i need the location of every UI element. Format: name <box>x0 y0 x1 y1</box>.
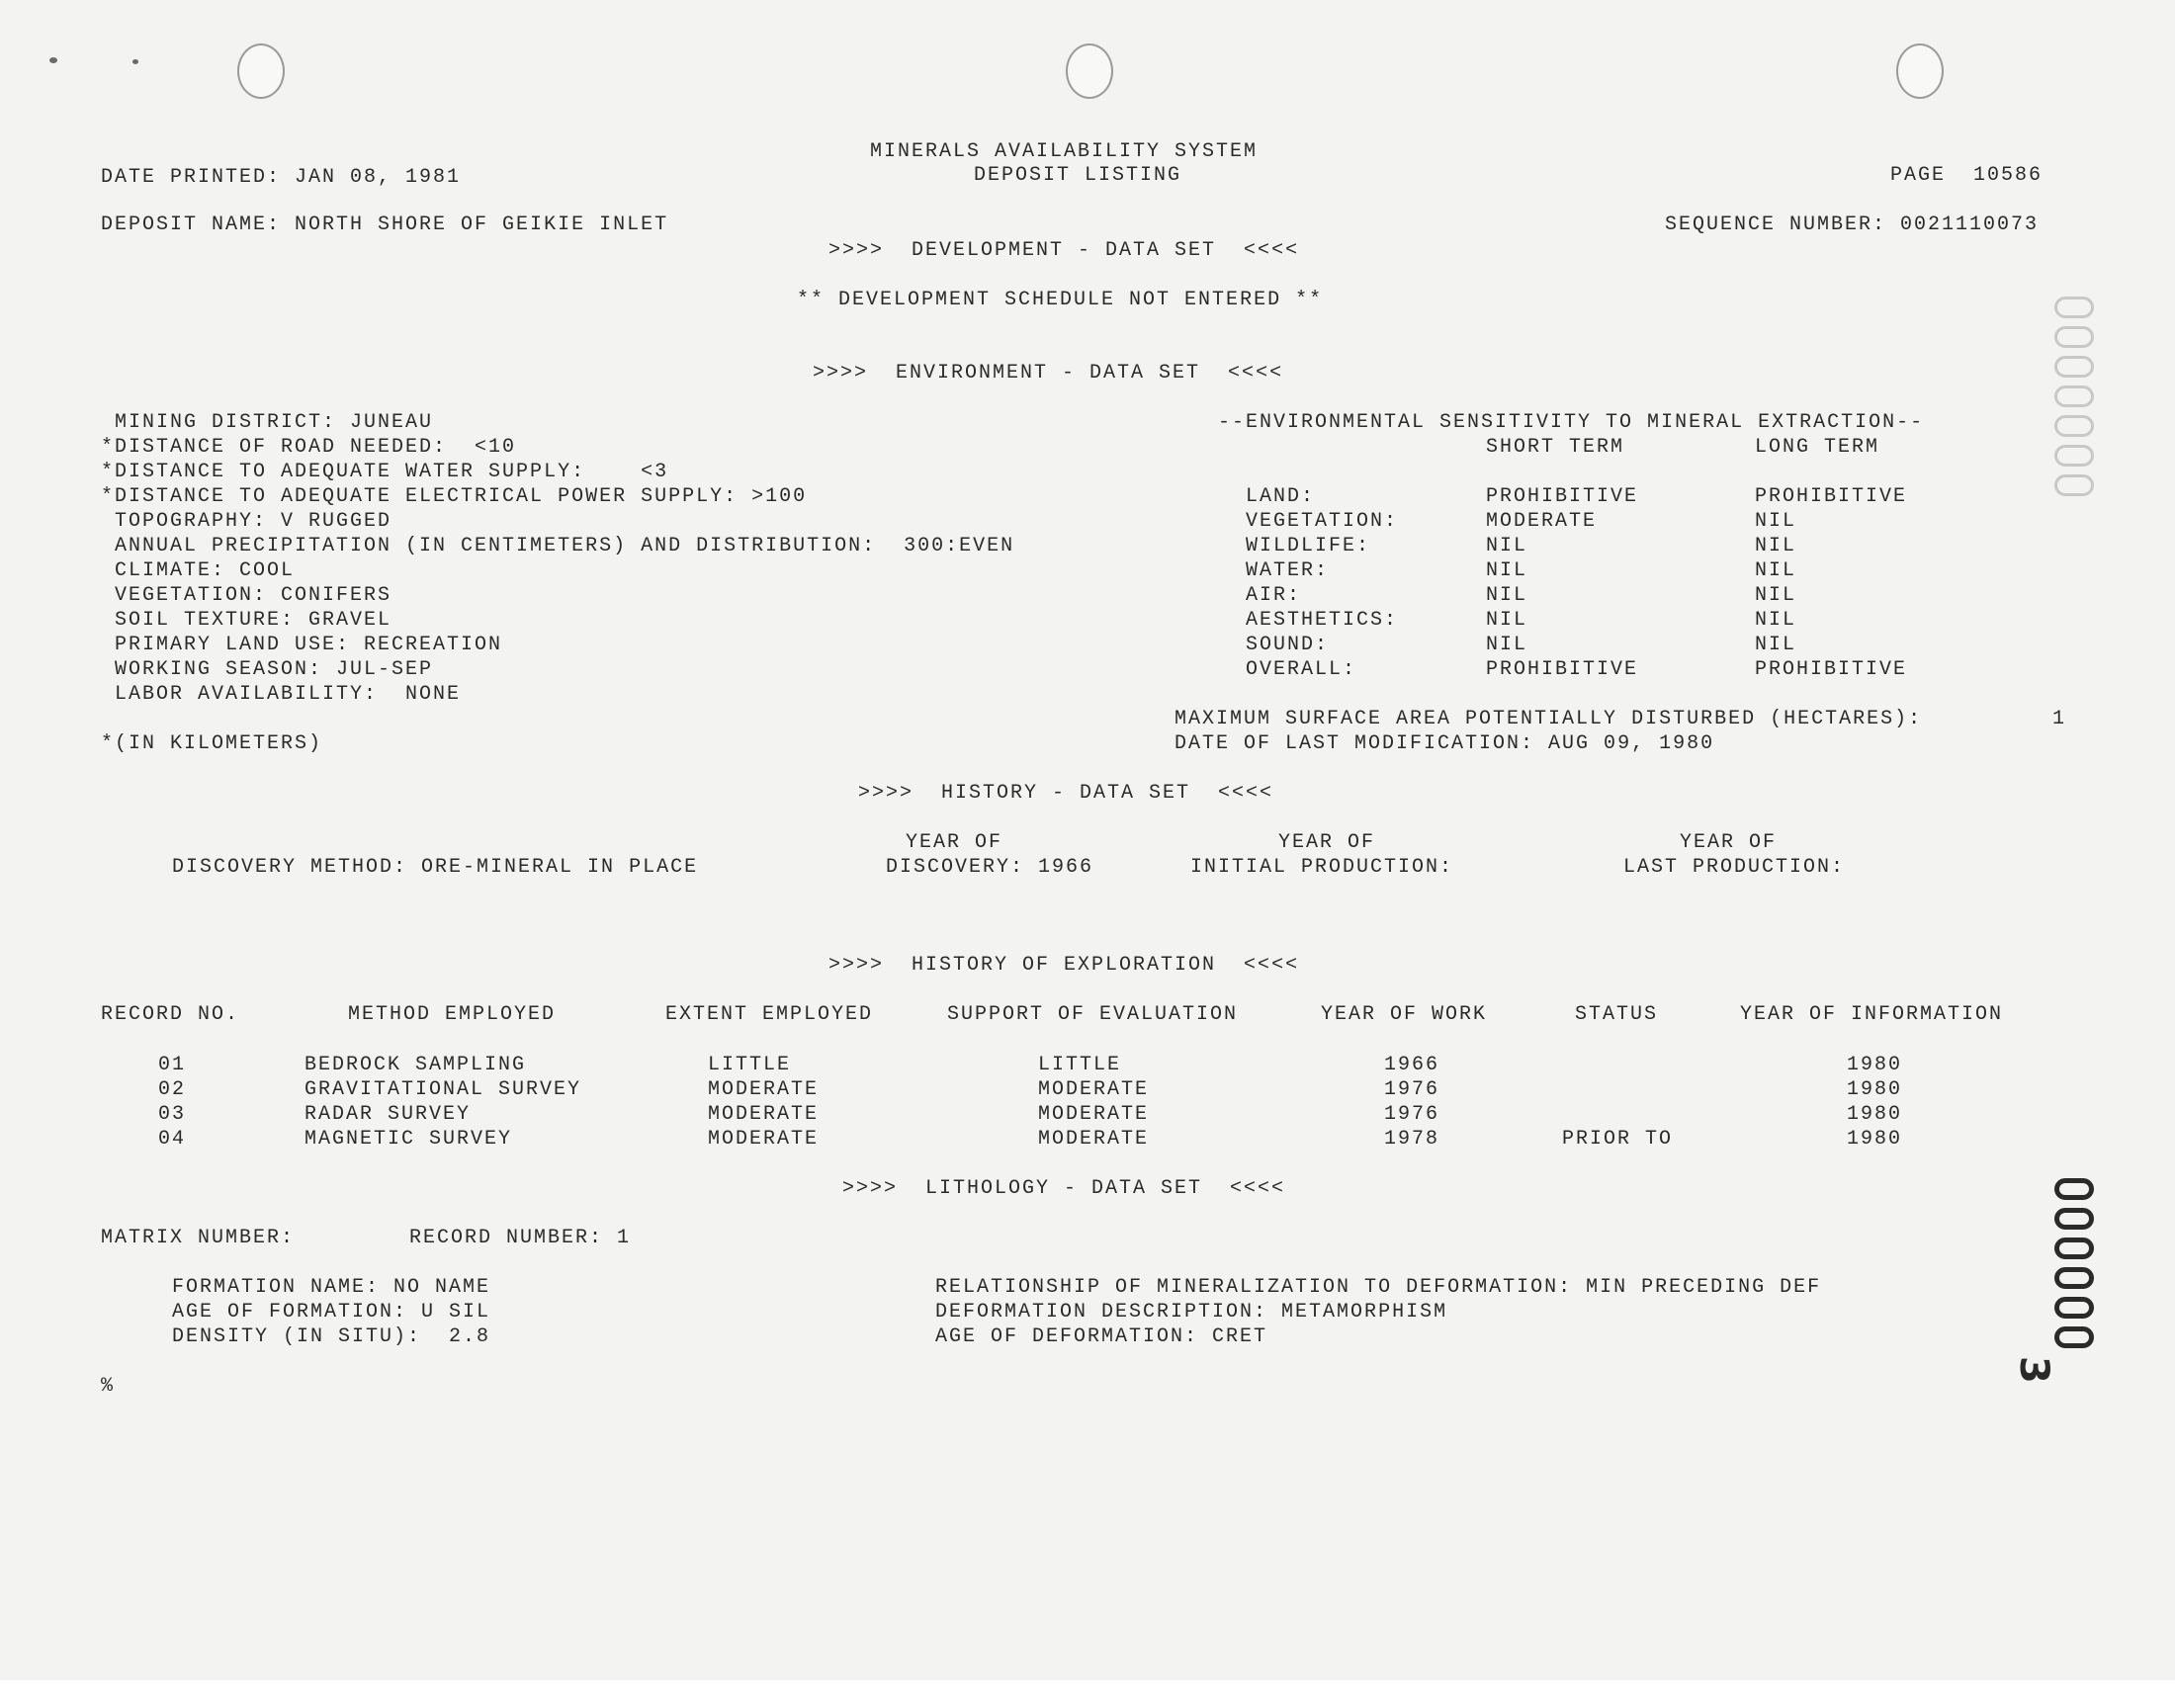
method-cell: RADAR SURVEY <box>304 1103 472 1126</box>
film-frame-mark <box>2054 445 2094 467</box>
sensitivity-label: VEGETATION: <box>1246 510 1399 533</box>
support-cell: MODERATE <box>1038 1103 1150 1126</box>
environment-line: *DISTANCE TO ADEQUATE ELECTRICAL POWER SUPPLY: >100 <box>101 485 808 508</box>
support-cell: LITTLE <box>1038 1054 1122 1076</box>
exploration-heading: >>>> HISTORY OF EXPLORATION <<<< <box>828 954 1300 977</box>
film-frame-mark <box>2054 1178 2094 1200</box>
sensitivity-label: SOUND: <box>1246 634 1330 656</box>
matrix-number: MATRIX NUMBER: <box>101 1227 296 1249</box>
sensitivity-long: NIL <box>1755 634 1797 656</box>
page-bottom-margin <box>0 1680 2175 1708</box>
deformation-description: DEFORMATION DESCRIPTION: METAMORPHISM <box>935 1301 1448 1324</box>
date-printed: DATE PRINTED: JAN 08, 1981 <box>101 166 462 189</box>
sensitivity-short: PROHIBITIVE <box>1486 485 1639 508</box>
sensitivity-label: AIR: <box>1246 584 1302 607</box>
sensitivity-long: NIL <box>1755 559 1797 582</box>
punch-hole-right <box>1896 43 1944 99</box>
year-of-label: YEAR OF <box>1680 831 1778 854</box>
method-cell: BEDROCK SAMPLING <box>304 1054 527 1076</box>
film-frame-mark <box>2054 1297 2094 1319</box>
environment-line: LABOR AVAILABILITY: NONE <box>101 683 462 706</box>
support-cell: MODERATE <box>1038 1128 1150 1151</box>
end-of-listing-mark: % <box>101 1375 116 1398</box>
sensitivity-short: NIL <box>1486 634 1528 656</box>
page-number: PAGE 10586 <box>1890 164 2044 187</box>
environment-line: *DISTANCE OF ROAD NEEDED: <10 <box>101 436 517 459</box>
sensitivity-label: WATER: <box>1246 559 1330 582</box>
year-info-cell: 1980 <box>1847 1054 1903 1076</box>
environment-line: MINING DISTRICT: JUNEAU <box>101 411 434 434</box>
film-frame-mark <box>2054 356 2094 378</box>
sensitivity-long: NIL <box>1755 609 1797 632</box>
density-in-situ: DENSITY (IN SITU): 2.8 <box>172 1325 491 1348</box>
last-modification-date: DATE OF LAST MODIFICATION: AUG 09, 1980 <box>1174 732 1715 755</box>
environment-line: TOPOGRAPHY: V RUGGED <box>101 510 392 533</box>
extent-cell: MODERATE <box>708 1128 820 1151</box>
status-cell: PRIOR TO <box>1562 1128 1674 1151</box>
sensitivity-short: NIL <box>1486 609 1528 632</box>
sensitivity-short: PROHIBITIVE <box>1486 658 1639 681</box>
sensitivity-short: NIL <box>1486 559 1528 582</box>
film-frame-mark <box>2054 415 2094 437</box>
year-work-cell: 1976 <box>1384 1103 1440 1126</box>
punch-hole-center <box>1066 43 1113 99</box>
max-surface-area-label: MAXIMUM SURFACE AREA POTENTIALLY DISTURBED (HECTARES): <box>1174 708 1923 730</box>
sensitivity-long: NIL <box>1755 584 1797 607</box>
year-info-cell: 1980 <box>1847 1128 1903 1151</box>
development-note: ** DEVELOPMENT SCHEDULE NOT ENTERED ** <box>797 289 1324 311</box>
sensitivity-label: OVERALL: <box>1246 658 1357 681</box>
sensitivity-title: --ENVIRONMENTAL SENSITIVITY TO MINERAL EXTRACTION-- <box>1218 411 1925 434</box>
long-term-header: LONG TERM <box>1755 436 1880 459</box>
support-cell: MODERATE <box>1038 1078 1150 1101</box>
column-header: STATUS <box>1575 1003 1659 1026</box>
initial-production: INITIAL PRODUCTION: <box>1190 856 1454 879</box>
speck-mark <box>49 57 57 63</box>
history-heading: >>>> HISTORY - DATA SET <<<< <box>858 782 1274 805</box>
environment-line: VEGETATION: CONIFERS <box>101 584 392 607</box>
film-frame-mark <box>2054 297 2094 318</box>
system-title: MINERALS AVAILABILITY SYSTEM <box>870 140 1259 163</box>
sensitivity-label: AESTHETICS: <box>1246 609 1399 632</box>
development-heading: >>>> DEVELOPMENT - DATA SET <<<< <box>828 239 1300 262</box>
film-frame-mark <box>2054 1238 2094 1259</box>
sensitivity-long: PROHIBITIVE <box>1755 485 1908 508</box>
film-frame-mark <box>2054 1326 2094 1348</box>
record-cell: 04 <box>158 1128 187 1151</box>
environment-line: WORKING SEASON: JUL-SEP <box>101 658 434 681</box>
environment-heading: >>>> ENVIRONMENT - DATA SET <<<< <box>813 362 1284 384</box>
year-work-cell: 1978 <box>1384 1128 1440 1151</box>
punch-hole-left <box>237 43 285 99</box>
sensitivity-long: PROHIBITIVE <box>1755 658 1908 681</box>
environment-line: SOIL TEXTURE: GRAVEL <box>101 609 392 632</box>
year-info-cell: 1980 <box>1847 1078 1903 1101</box>
extent-cell: MODERATE <box>708 1078 820 1101</box>
year-work-cell: 1976 <box>1384 1078 1440 1101</box>
sensitivity-label: WILDLIFE: <box>1246 535 1371 557</box>
short-term-header: SHORT TERM <box>1486 436 1625 459</box>
environment-line: ANNUAL PRECIPITATION (IN CENTIMETERS) AND DISTRIBUTION: 300:EVEN <box>101 535 1015 557</box>
mineralization-relationship: RELATIONSHIP OF MINERALIZATION TO DEFORMATION: MIN PRECEDING DEF <box>935 1276 1822 1299</box>
record-cell: 03 <box>158 1103 187 1126</box>
sensitivity-long: NIL <box>1755 510 1797 533</box>
year-work-cell: 1966 <box>1384 1054 1440 1076</box>
discovery-method: DISCOVERY METHOD: ORE-MINERAL IN PLACE <box>172 856 699 879</box>
column-header: SUPPORT OF EVALUATION <box>947 1003 1239 1026</box>
film-frame-mark <box>2054 1267 2094 1289</box>
column-header: RECORD NO. <box>101 1003 240 1026</box>
year-of-label: YEAR OF <box>1278 831 1376 854</box>
listing-title: DEPOSIT LISTING <box>974 164 1182 187</box>
record-cell: 02 <box>158 1078 187 1101</box>
extent-cell: LITTLE <box>708 1054 792 1076</box>
sensitivity-long: NIL <box>1755 535 1797 557</box>
sensitivity-short: MODERATE <box>1486 510 1598 533</box>
record-number: RECORD NUMBER: 1 <box>409 1227 632 1249</box>
sensitivity-short: NIL <box>1486 535 1528 557</box>
record-cell: 01 <box>158 1054 187 1076</box>
year-info-cell: 1980 <box>1847 1103 1903 1126</box>
age-of-formation: AGE OF FORMATION: U SIL <box>172 1301 491 1324</box>
formation-name: FORMATION NAME: NO NAME <box>172 1276 491 1299</box>
sensitivity-label: LAND: <box>1246 485 1316 508</box>
column-header: EXTENT EMPLOYED <box>665 1003 874 1026</box>
deposit-name: DEPOSIT NAME: NORTH SHORE OF GEIKIE INLET <box>101 214 669 236</box>
environment-line: CLIMATE: COOL <box>101 559 296 582</box>
column-header: METHOD EMPLOYED <box>348 1003 557 1026</box>
film-frame-mark <box>2054 385 2094 407</box>
method-cell: GRAVITATIONAL SURVEY <box>304 1078 582 1101</box>
film-frame-mark <box>2054 1208 2094 1230</box>
max-surface-area-value: 1 <box>2052 708 2067 730</box>
speck-mark <box>132 59 138 64</box>
last-production: LAST PRODUCTION: <box>1623 856 1846 879</box>
lithology-heading: >>>> LITHOLOGY - DATA SET <<<< <box>842 1177 1286 1200</box>
film-frame-number: 3 <box>2011 1356 2056 1384</box>
age-of-deformation: AGE OF DEFORMATION: CRET <box>935 1325 1268 1348</box>
film-frame-mark <box>2054 326 2094 348</box>
sensitivity-short: NIL <box>1486 584 1528 607</box>
year-of-label: YEAR OF <box>906 831 1003 854</box>
film-frame-mark <box>2054 474 2094 496</box>
discovery-year: DISCOVERY: 1966 <box>886 856 1094 879</box>
column-header: YEAR OF WORK <box>1321 1003 1488 1026</box>
method-cell: MAGNETIC SURVEY <box>304 1128 513 1151</box>
kilometers-footnote: *(IN KILOMETERS) <box>101 732 323 755</box>
extent-cell: MODERATE <box>708 1103 820 1126</box>
sequence-number: SEQUENCE NUMBER: 0021110073 <box>1665 214 2040 236</box>
environment-line: PRIMARY LAND USE: RECREATION <box>101 634 503 656</box>
column-header: YEAR OF INFORMATION <box>1740 1003 2004 1026</box>
environment-line: *DISTANCE TO ADEQUATE WATER SUPPLY: <3 <box>101 461 669 483</box>
